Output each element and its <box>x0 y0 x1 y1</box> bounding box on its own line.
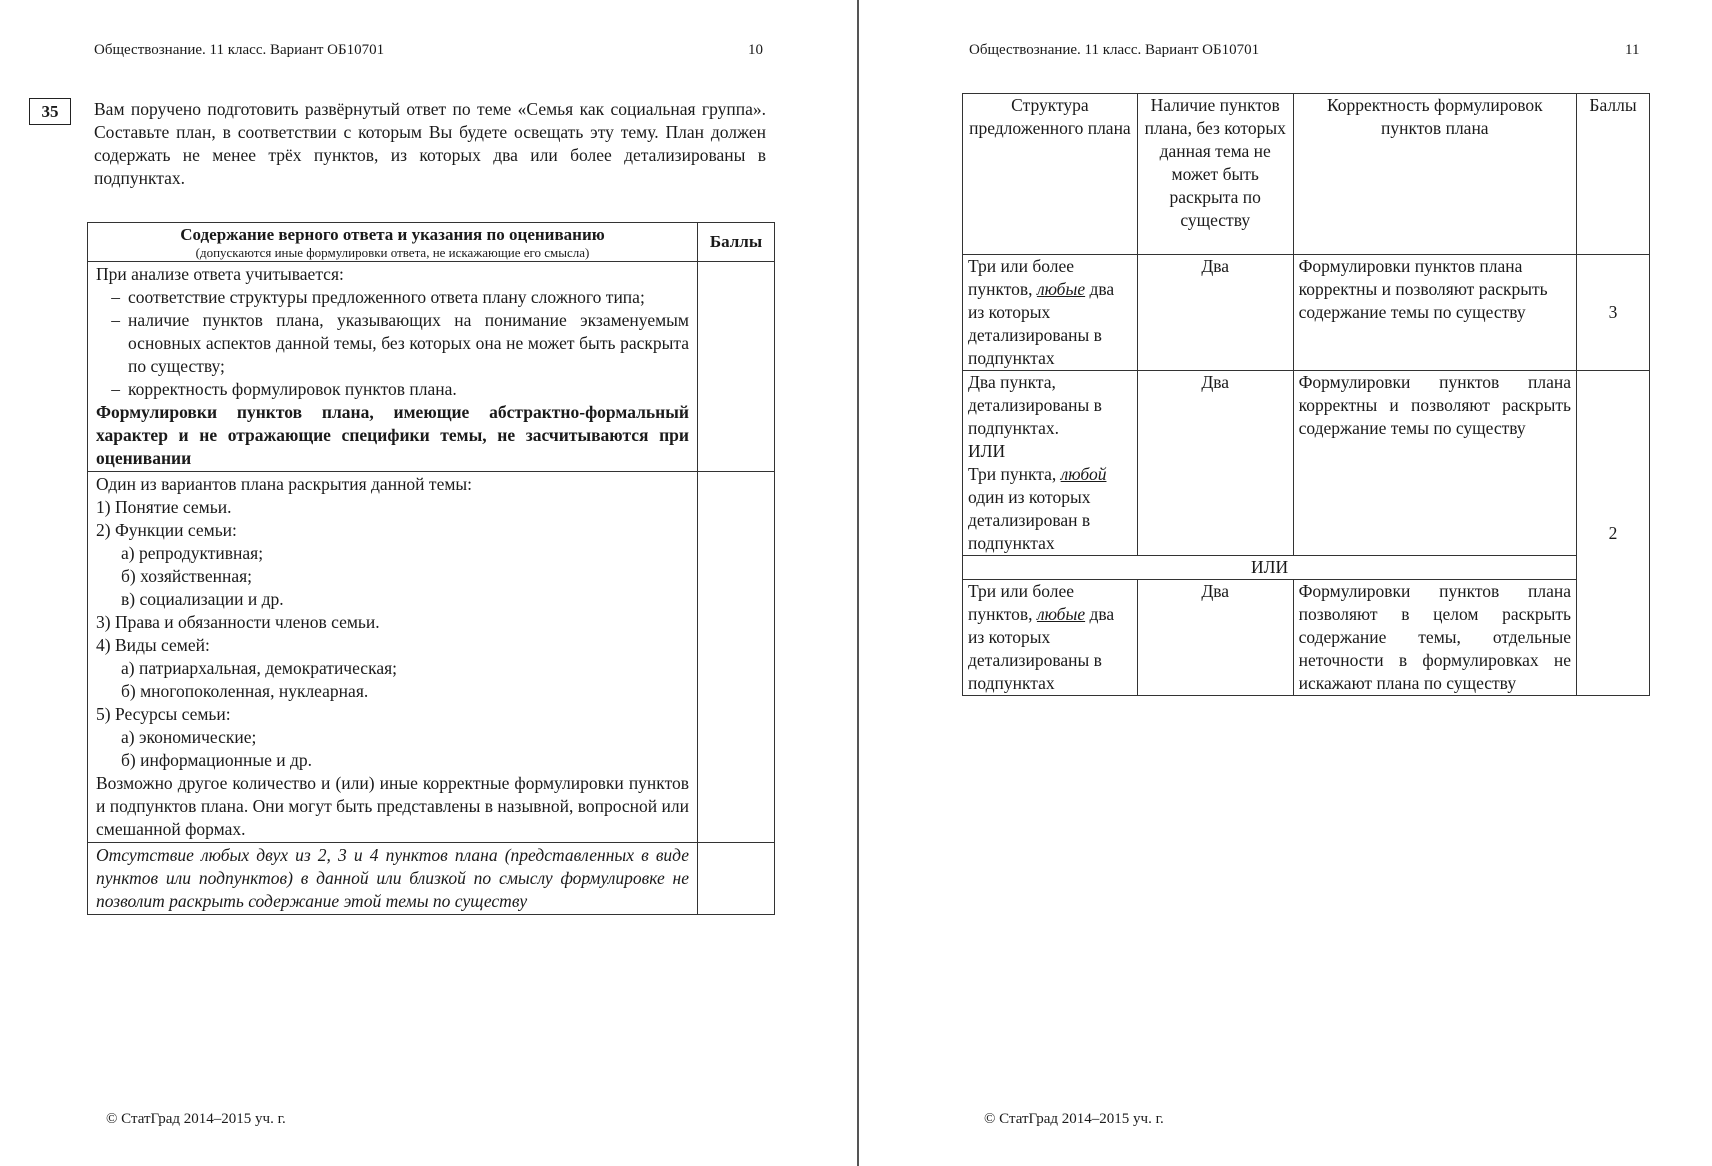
analysis-item-text: корректность формулировок пунктов плана. <box>128 379 457 399</box>
row2-structure-underlined: любой <box>1060 464 1107 484</box>
right-page-footer: © СтатГрад 2014–2015 уч. г. <box>984 1111 1164 1127</box>
criteria-row-2b <box>963 580 1650 696</box>
row2-structure-text-1: Два пункта, детализированы в подпунктах. <box>968 372 1102 438</box>
analysis-intro: При анализе ответа учитывается: <box>96 264 344 284</box>
plan-subitem: б) хозяйственная; <box>121 566 253 586</box>
row1-presence: Два <box>1137 255 1293 371</box>
row2-structure <box>963 371 1138 556</box>
answer-table-header <box>88 223 698 262</box>
criteria-row-3 <box>963 255 1650 371</box>
plan-cell <box>88 472 698 843</box>
analysis-item-text: соответствие структуры предложенного ответа плану сложного типа; <box>128 287 645 307</box>
row2-structure-text-3: один из которых детализирован в подпунктах <box>968 487 1091 553</box>
row2-correctness: Формулировки пунктов плана корректны и позволяют раскрыть содержание темы по существу <box>1293 371 1576 556</box>
plan-item: 3) Права и обязанности членов семьи. <box>96 612 380 632</box>
answer-table-score-header: Баллы <box>698 223 775 262</box>
italic-note: Отсутствие любых двух из 2, 3 и 4 пунктов плана (представленных в виде пунктов или подпунктов) в данной или близкой по смыслу формулировке не позволит раскрыть содержание этой темы по существу <box>88 843 698 915</box>
analysis-item <box>96 378 689 401</box>
analysis-item <box>96 286 689 309</box>
answer-table <box>87 222 775 915</box>
row2-structure-text-2-wrap <box>968 463 1132 555</box>
row3-structure <box>963 580 1138 696</box>
criteria-header-row <box>963 94 1650 255</box>
plan-item: 1) Понятие семьи. <box>96 497 232 517</box>
left-page-footer: © СтатГрад 2014–2015 уч. г. <box>106 1111 286 1127</box>
row2-structure-text-2: Три пункта, <box>968 464 1057 484</box>
row1-structure-underlined: любые <box>1036 279 1086 299</box>
row2-score: 2 <box>1577 371 1650 696</box>
plan-subitem: в) социализации и др. <box>121 589 284 609</box>
plan-intro: Один из вариантов плана раскрытия данной темы: <box>96 474 473 494</box>
plan-item: 4) Виды семей: <box>96 635 210 655</box>
task-text: Вам поручено подготовить развёрнутый ответ по теме «Семья как социальная группа». Составьте план, в соответствии с которым Вы будете освещать эту тему. План должен содержать не менее трёх пунктов, из которых два или более детализированы в подпунктах. <box>94 99 766 188</box>
col-presence-header: Наличие пунктов плана, без которых данная тема не может быть раскрыта по существу <box>1137 94 1293 255</box>
row1-score: 3 <box>1577 255 1650 371</box>
answer-table-title: Содержание верного ответа и указания по оцениванию <box>180 225 605 244</box>
row3-structure-text: Три или более пунктов, <box>968 581 1075 624</box>
row3-presence: Два <box>1137 580 1293 696</box>
row3-structure-text-2: два из которых детализированы в подпунктах <box>968 604 1115 693</box>
plan-subitem: а) репродуктивная; <box>121 543 264 563</box>
row1-structure-text: Три или более пунктов, <box>968 256 1075 299</box>
row1-structure <box>963 255 1138 371</box>
criteria-or-row <box>963 556 1650 580</box>
col-structure-header: Структура предложенного плана <box>963 94 1138 255</box>
analysis-bold-note: Формулировки пунктов плана, имеющие абстрактно-формальный характер и не отражающие специфики темы, не засчитываются при оценивании <box>96 402 689 468</box>
plan-item: 5) Ресурсы семьи: <box>96 704 231 724</box>
plan-subitem: б) информационные и др. <box>121 750 313 770</box>
plan-subitem: б) многопоколенная, нуклеарная. <box>121 681 369 701</box>
note-row <box>88 843 775 915</box>
plan-subitem: а) экономические; <box>121 727 257 747</box>
analysis-score-cell <box>698 262 775 472</box>
dash-marker: – <box>111 310 120 330</box>
row3-structure-underlined: любые <box>1036 604 1086 624</box>
left-page-number: 10 <box>748 42 763 58</box>
or-row-label: ИЛИ <box>963 556 1577 580</box>
criteria-row-2a <box>963 371 1650 556</box>
row1-structure-text-2: два из которых детализированы в подпунктах <box>968 279 1115 368</box>
analysis-item-text: наличие пунктов плана, указывающих на понимание экзаменуемым основных аспектов данной темы, без которых она не может быть раскрыта по существу; <box>128 310 689 376</box>
plan-item: 2) Функции семьи: <box>96 520 237 540</box>
left-page-header: Обществознание. 11 класс. Вариант ОБ10701 <box>94 42 385 58</box>
task-number-box: 35 <box>29 98 71 125</box>
analysis-row <box>88 262 775 472</box>
plan-row <box>88 472 775 843</box>
col-correctness-header: Корректность формулировок пунктов плана <box>1293 94 1576 255</box>
plan-subitem: а) патриархальная, демократическая; <box>121 658 397 678</box>
row2-presence: Два <box>1137 371 1293 556</box>
col-score-header: Баллы <box>1577 94 1650 255</box>
note-score-cell <box>698 843 775 915</box>
dash-marker: – <box>111 287 120 307</box>
plan-outro: Возможно другое количество и (или) иные корректные формулировки пунктов и подпунктов плана. Они могут быть представлены в назывной, вопросной или смешанной формах. <box>96 773 689 839</box>
analysis-item <box>96 309 689 378</box>
criteria-table <box>962 93 1650 696</box>
row3-correctness: Формулировки пунктов плана позволяют в целом раскрыть содержание темы, отдельные неточности в формулировках не искажают плана по существу <box>1293 580 1576 696</box>
row1-correctness: Формулировки пунктов плана корректны и позволяют раскрыть содержание темы по существу <box>1293 255 1576 371</box>
row2-or-inline: ИЛИ <box>968 441 1006 461</box>
analysis-cell <box>88 262 698 472</box>
answer-table-header-row <box>88 223 775 262</box>
right-page-header: Обществознание. 11 класс. Вариант ОБ10701 <box>969 42 1260 58</box>
answer-table-subtitle: (допускаются иные формулировки ответа, не искажающие его смысла) <box>195 245 590 260</box>
dash-marker: – <box>111 379 120 399</box>
plan-score-cell <box>698 472 775 843</box>
right-page-number: 11 <box>1625 42 1640 58</box>
